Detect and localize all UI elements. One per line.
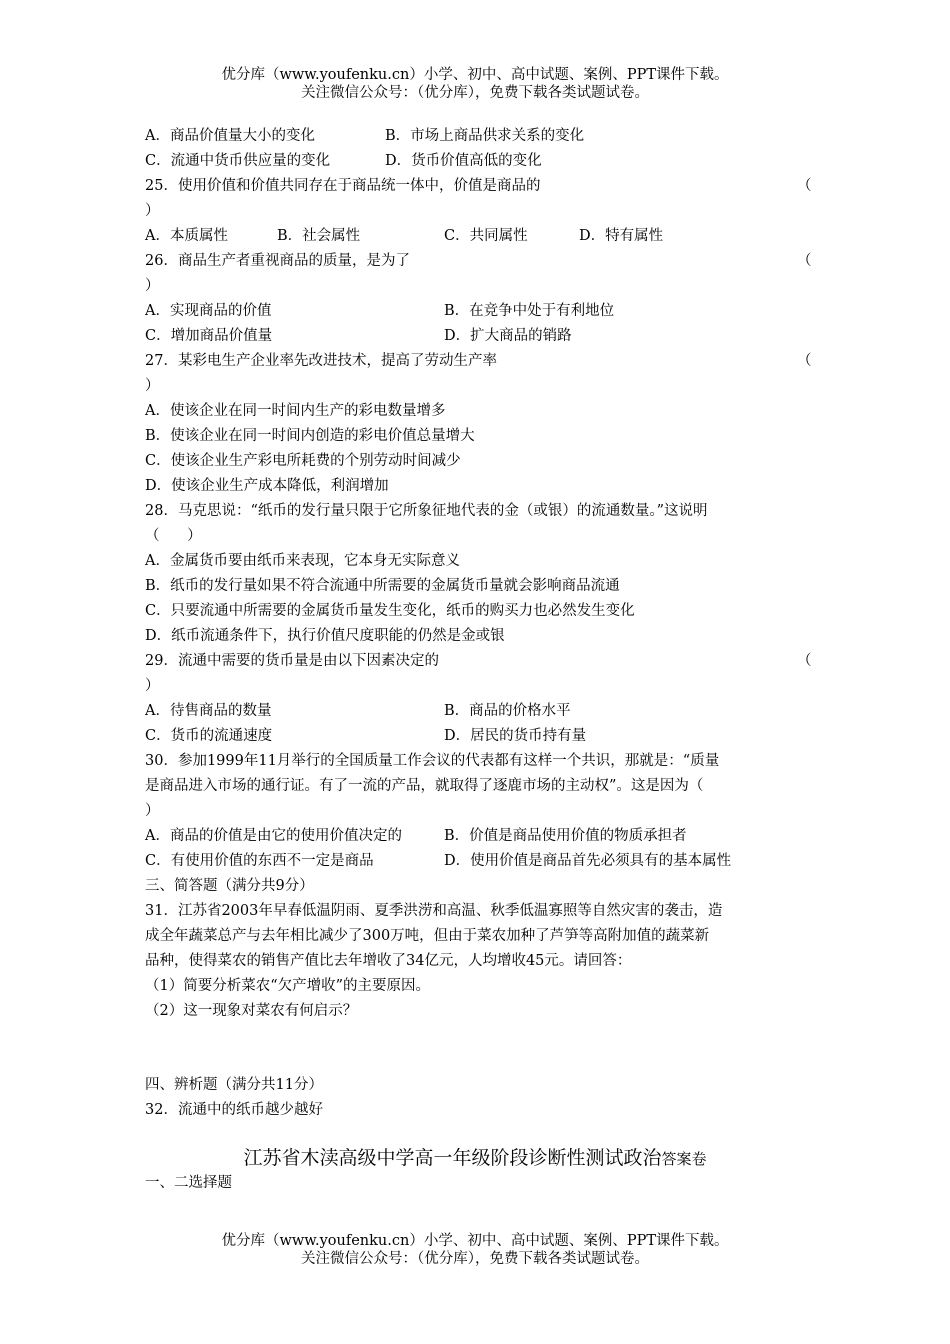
q26-option-b: B．在竞争中处于有利地位	[444, 303, 615, 319]
q31-stem-line-1: 31．江苏省2003年早春低温阴雨、夏季洪涝和高温、秋季低温寡照等自然灾害的袭击，造	[145, 903, 723, 919]
q27-option-a: A．使该企业在同一时间内生产的彩电数量增多	[145, 403, 446, 419]
q24-option-c: C．流通中货币供应量的变化	[145, 153, 331, 169]
q29-options-row-1	[145, 701, 571, 721]
footer-line-2: 关注微信公众号：（优分库），免费下载各类试题试卷。	[301, 1251, 649, 1267]
answer-sheet-section: 一、二选择题	[145, 1175, 232, 1191]
section-4-title: 四、辨析题（满分共11分）	[145, 1077, 323, 1093]
q28-paren: （ ）	[145, 528, 202, 544]
q27-option-b: B．使该企业在同一时间内创造的彩电价值总量增大	[145, 428, 475, 444]
q27-stem: 27．某彩电生产企业率先改进技术，提高了劳动生产率	[145, 353, 497, 369]
q27-option-d: D．使该企业生产成本降低，利润增加	[145, 478, 389, 494]
q26-options-row-2	[145, 326, 572, 346]
q25-option-b: B．社会属性	[277, 228, 361, 244]
q26-options-row-1	[145, 301, 615, 321]
q30-option-c: C．有使用价值的东西不一定是商品	[145, 853, 374, 869]
header-line-1: 优分库（www.youfenku.cn）小学、初中、高中试题、案例、PPT课件下载。	[221, 67, 729, 83]
q26-option-c: C．增加商品价值量	[145, 328, 273, 344]
q29-option-a: A．待售商品的数量	[145, 703, 272, 719]
q32-stem: 32．流通中的纸币越少越好	[145, 1102, 323, 1118]
q24-options-row-2	[145, 151, 542, 171]
q31-stem-line-2: 成全年蔬菜总产与去年相比减少了300万吨，但由于菜农加种了芦笋等高附加值的蔬菜新	[145, 928, 710, 944]
q28-stem: 28．马克思说：“纸币的发行量只限于它所象征地代表的金（或银）的流通数量。”这说明	[145, 503, 708, 519]
q30-options-row-1	[145, 826, 687, 846]
q24-option-d: D．货币价值高低的变化	[385, 153, 542, 169]
answer-sheet-title-suffix: 答案卷	[661, 1150, 707, 1168]
q25-stem: 25．使用价值和价值共同存在于商品统一体中，价值是商品的	[145, 178, 541, 194]
q31-sub-question-2: （2）这一现象对菜农有何启示？	[145, 1003, 358, 1019]
q25-option-d: D．特有属性	[579, 228, 664, 244]
q30-option-d: D．使用价值是商品首先必须具有的基本属性	[444, 853, 732, 869]
q29-option-b: B．商品的价格水平	[444, 703, 571, 719]
q24-option-b: B．市场上商品供求关系的变化	[385, 128, 585, 144]
q29-paren-open: （	[797, 653, 812, 669]
answer-sheet-title	[0, 1146, 950, 1171]
q24-option-a: A．商品价值量大小的变化	[145, 128, 315, 144]
footer-line-1: 优分库（www.youfenku.cn）小学、初中、高中试题、案例、PPT课件下载。	[221, 1233, 729, 1249]
q30-stem-line-1: 30．参加1999年11月举行的全国质量工作会议的代表都有这样一个共识，那就是：“质量	[145, 753, 720, 769]
q31-stem-line-3: 品种，使得菜农的销售产值比去年增收了34亿元，人均增收45元。请回答：	[145, 953, 632, 969]
q26-option-a: A．实现商品的价值	[145, 303, 272, 319]
header-line-2: 关注微信公众号：（优分库），免费下载各类试题试卷。	[301, 85, 649, 101]
q29-option-c: C．货币的流通速度	[145, 728, 273, 744]
q30-option-a: A．商品的价值是由它的使用价值决定的	[145, 828, 402, 844]
q29-paren-close: ）	[145, 678, 160, 694]
q25-paren-open: （	[797, 178, 812, 194]
q29-options-row-2	[145, 726, 587, 746]
q26-option-d: D．扩大商品的销路	[444, 328, 572, 344]
q30-option-b: B．价值是商品使用价值的物质承担者	[444, 828, 687, 844]
q27-paren-open: （	[797, 353, 812, 369]
q31-sub-question-1: （1）简要分析菜农“欠产增收”的主要原因。	[145, 978, 431, 994]
answer-sheet-title-main: 江苏省木渎高级中学高一年级阶段诊断性测试政治	[243, 1147, 662, 1169]
q26-paren-close: ）	[145, 278, 160, 294]
q26-paren-open: （	[797, 253, 812, 269]
q25-option-c: C．共同属性	[444, 228, 528, 244]
q25-option-a: A．本质属性	[145, 228, 228, 244]
q30-paren-close: ）	[145, 803, 160, 819]
q28-option-b: B．纸币的发行量如果不符合流通中所需要的金属货币量就会影响商品流通	[145, 578, 620, 594]
section-3-title: 三、简答题（满分共9分）	[145, 878, 314, 894]
q27-option-c: C．使该企业生产彩电所耗费的个别劳动时间减少	[145, 453, 461, 469]
q25-options	[145, 226, 664, 246]
q30-options-row-2	[145, 851, 732, 871]
q26-stem: 26．商品生产者重视商品的质量，是为了	[145, 253, 410, 269]
q29-stem: 29．流通中需要的货币量是由以下因素决定的	[145, 653, 439, 669]
q25-paren-close: ）	[145, 203, 160, 219]
q29-option-d: D．居民的货币持有量	[444, 728, 587, 744]
q28-option-d: D．纸币流通条件下，执行价值尺度职能的仍然是金或银	[145, 628, 505, 644]
q24-options-row-1	[145, 126, 585, 146]
q30-stem-line-2: 是商品进入市场的通行证。有了一流的产品，就取得了逐鹿市场的主动权”。这是因为（	[145, 778, 704, 794]
q28-option-c: C．只要流通中所需要的金属货币量发生变化，纸币的购买力也必然发生变化	[145, 603, 635, 619]
q28-option-a: A．金属货币要由纸币来表现，它本身无实际意义	[145, 553, 460, 569]
q27-paren-close: ）	[145, 378, 160, 394]
